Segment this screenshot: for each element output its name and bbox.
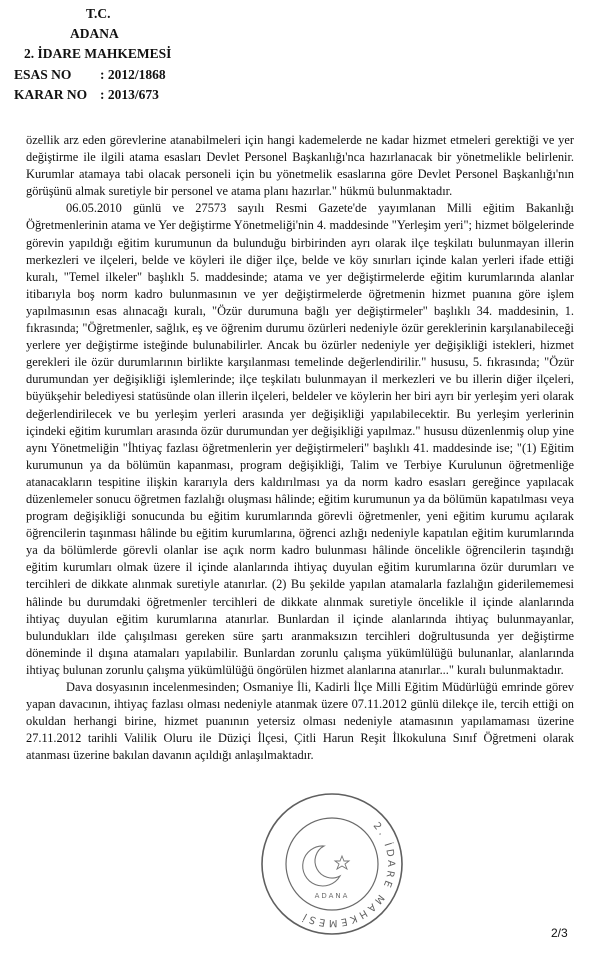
esas-value: : 2012/1868	[100, 67, 166, 82]
karar-label: KARAR NO	[14, 87, 88, 102]
svg-text:2. İDARE MAHKEMESİ: 2. İDARE MAHKEMESİ	[298, 820, 397, 929]
header-city: ADANA	[70, 26, 119, 41]
paragraph-3: Dava dosyasının incelenmesinden; Osmaniye İli, Kadirli İlçe Milli Eğitim Müdürlüğü emrinde görev yapan davacının, ihtiyaç fazlası olması nedeniyle atanmak üzere 07.11.2012 günlü dilekçe ile, tercih ettiği on okuldan herhangi birine, hizmet puanının yetersiz olması nedeniyle atamasının yapılamaması üzerine 27.11.2012 tarihli Valilik Oluru ile Düziçi İlçesi, Çitli Harun Reşit İlkokuluna Sınıf Öğretmeni olarak atanması üzerine bakılan davanın açıldığı anlaşılmaktadır.	[26, 680, 574, 763]
esas-label: ESAS NO	[14, 67, 72, 82]
paragraph-1: özellik arz eden görevlerine atanabilmeleri için hangi kademelerde ne kadar hizmet etmeleri gerektiği ve yer değiştirme ile ilgili atama esasları Devlet Personel Başkanlığı'nca hazırlanacak bir yönetmelikle belirlenir. Kurumlar atamaya tabi olacak personeli için bu yönetmelik esaslarına göre Devlet Personel Başkanlığı'nın görüşünü almak suretiyle bir personel ve atama planı hazırlar." hükmü bulunmaktadır.	[26, 133, 574, 199]
court-seal-stamp	[258, 790, 406, 938]
svg-text:ADANA: ADANA	[314, 892, 350, 900]
page-number: 2/3	[551, 926, 568, 940]
karar-row	[14, 87, 159, 103]
esas-row	[14, 67, 166, 83]
karar-value: : 2013/673	[100, 87, 159, 102]
document-body	[26, 132, 574, 764]
paragraph-2: 06.05.2010 günlü ve 27573 sayılı Resmi Gazete'de yayımlanan Milli eğitim Bakanlığı Öğretmenlerinin atama ve Yer değiştirme Yönetmeliği'nin 4. maddesinde "Yerleşim yeri"; hizmet bölgelerinde görevin yapıldığı eğitim kurumunun da bulunduğu birbirinden ayrı olarak ilçe teşkilatı bulunmayan illerin merkezleri ve ilçeleri, belde ve köyleri ile diğer ilçe, belde ve köy sınırları içinde kalan yerleri ifade ettiği kuralı, "Temel ilkeler" başlıklı 5. maddesinde; atama ve yer değiştirmelerde eğitim kurumlarında alanlar itibarıyla boş norm kadro bulunmasının ve yer değiştirmelerde öğretmenin hizmet puanına göre işlem yapılmasının esas alınacağı kuralı, "Özür durumuna bağlı yer değiştirmeler" başlıklı 34. maddesinin, 1. fıkrasında; "Öğretmenler, sağlık, eş ve öğrenim durumu özürleri nedeniyle özür gereklerinin karşılanabileceği yerlere yer değiştirme isteğinde bulunabilirler. Ancak bu özürler nedeniyle yer değişikliği istekleri, hizmet gerekleri ile özür durumlarının birlikte karşılanması temelinde değerlendirilir." hususu, 5. fıkrasında; "Özür durumundan yer değişikliği işlemlerinde; ilçe teşkilatı bulunmayan il merkezleri ve bu illerin diğer ilçeleri, büyükşehir belediyesi statüsünde olan illerin ilçeleri, beldeler ve köylerin her biri ayrı bir yerleşim yeri olarak değerlendirilecek ve bu yerleşim yerleri arasında yer değişikliği yapılabilecektir. Bu yerleşim yerlerinin içindeki eğitim kurumları arasında özür durumundan yer değişikliği yapılmaz." hususu düzenlenmiş olup yine aynı Yönetmeliğin "İhtiyaç fazlası öğretmenlerin yer değiştirmeleri" başlıklı 41. maddesinde ise; "(1) Eğitim kurumunun ya da bölümün kapanması, program değişikliği, Talim ve Terbiye Kurulunun öğretmenliğe atanacakların tespitine ilişkin kararıyla ders kaldırılması ya da norm kadro esasları gereğince yapılacak düzenlemeler sonucu öğretmen fazlalığı oluşması hâlinde; eğitim kurumunun ya da bölümün kapatılması veya program değişikliği sonucunda bu eğitim kurumlarında görevli öğretmenler, yeni eğitim kurumu açılarak öğrencilerin taşınması hâlinde bu eğitim kurumlarına, öğrenci azlığı nedeniyle kapatılan eğitim kurumlarında ya da bölümlerde görevli olanlar ise açık norm kadro bulunması hâlinde öncelikle öğrencilerin taşındığı eğitim kurumları olmak üzere il içinde alanlarında ihtiyaç duyulan eğitim kurumlarına özür durumları ve tercihleri de dikkate alınmak suretiyle atanırlar. (2) Bu şekilde yapılan atamalarla fazlalığın giderilememesi hâlinde bu durumdaki öğretmenler tercihleri de dikkate alınmak suretiyle öncelikle il içinde alanlarında ihtiyaç duyulan eğitim kurumlarına atanırlar. Bunlardan il içinde alanlarında ihtiyaç bulunmayanlar, bulundukları ilde çalışılması gereken süre şartı aranmaksızın tercihleri doğrultusunda yer değiştirme döneminde il dışına atamaları yapılabilir. Bunlardan zorunlu çalışma yükümlülüğü bulunanlar, alanlarında ihtiyaç bulunan zorunlu çalışma yükümlülüğü öngörülen hizmet alanlarına atanırlar..." kuralı bulunmaktadır.	[26, 201, 574, 677]
header-tc: T.C.	[86, 6, 111, 21]
header-court: 2. İDARE MAHKEMESİ	[24, 46, 172, 61]
